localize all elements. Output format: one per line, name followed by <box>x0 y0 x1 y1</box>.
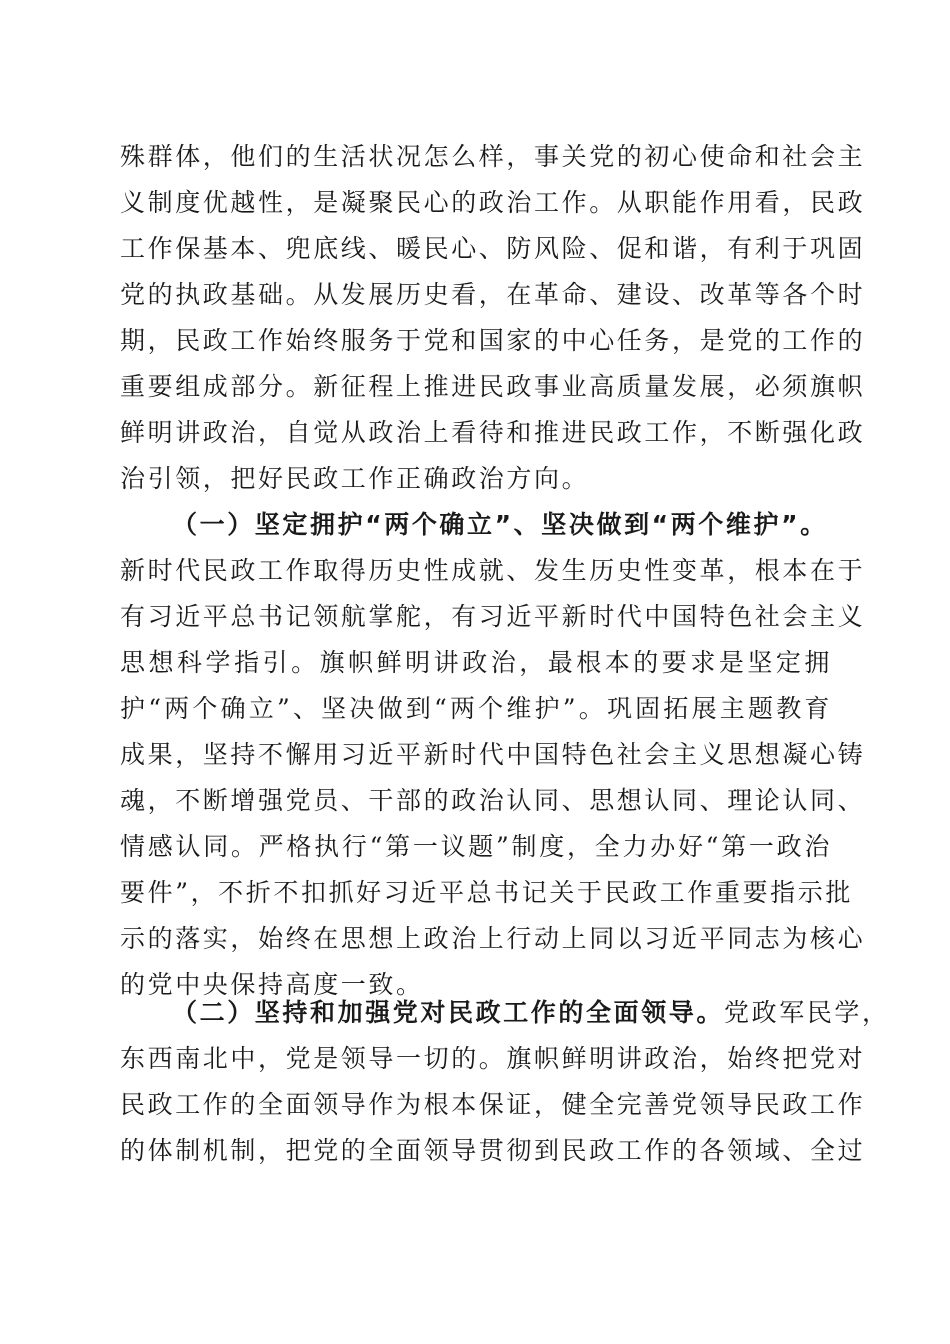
section-1-heading: （一）坚定拥护“两个确立”、坚决做到“两个维护”。 <box>172 510 828 539</box>
section-2-heading-tail: 党政军民学， <box>724 998 890 1027</box>
paragraph-line: 魂，不断增强党员、干部的政治认同、思想认同、理论认同、 <box>120 786 866 815</box>
paragraph-line: 有习近平总书记领航掌舵，有习近平新时代中国特色社会主义 <box>120 602 866 631</box>
paragraph-line: 鲜明讲政治，自觉从政治上看待和推进民政工作，不断强化政 <box>120 418 866 447</box>
paragraph-line: 示的落实，始终在思想上政治上行动上同以习近平同志为核心 <box>120 924 866 953</box>
paragraph-line: 护“两个确立”、坚决做到“两个维护”。巩固拓展主题教育 <box>120 694 832 723</box>
section-2-heading: （二）坚持和加强党对民政工作的全面领导。 <box>172 998 725 1027</box>
paragraph-line: 情感认同。严格执行“第一议题”制度，全力办好“第一政治 <box>120 832 832 861</box>
paragraph-line: 工作保基本、兜底线、暖民心、防风险、促和谐，有利于巩固 <box>120 234 866 263</box>
paragraph-line: 东西南北中，党是领导一切的。旗帜鲜明讲政治，始终把党对 <box>120 1044 866 1073</box>
paragraph-line: 民政工作的全面领导作为根本保证，健全完善党领导民政工作 <box>120 1090 866 1119</box>
section-1 <box>120 502 866 1008</box>
paragraph-line: 的党中央保持高度一致。 <box>120 970 424 999</box>
paragraph-line: 要件”，不折不扣抓好习近平总书记关于民政工作重要指示批 <box>120 878 853 907</box>
paragraph-line: 的体制机制，把党的全面领导贯彻到民政工作的各领域、全过 <box>120 1136 866 1165</box>
paragraph-line: 新时代民政工作取得历史性成就、发生历史性变革，根本在于 <box>120 556 866 585</box>
paragraph-line: 义制度优越性，是凝聚民心的政治工作。从职能作用看，民政 <box>120 188 866 217</box>
paragraph-line: 思想科学指引。旗帜鲜明讲政治，最根本的要求是坚定拥 <box>120 648 832 677</box>
section-2 <box>120 990 890 1174</box>
paragraph-line: 殊群体，他们的生活状况怎么样，事关党的初心使命和社会主 <box>120 142 866 171</box>
paragraph-line: 治引领，把好民政工作正确政治方向。 <box>120 464 590 493</box>
section-2-heading-line <box>120 990 890 1036</box>
paragraph-line: 重要组成部分。新征程上推进民政事业高质量发展，必须旗帜 <box>120 372 866 401</box>
paragraph-line: 成果，坚持不懈用习近平新时代中国特色社会主义思想凝心铸 <box>120 740 866 769</box>
paragraph-line: 党的执政基础。从发展历史看，在革命、建设、改革等各个时 <box>120 280 866 309</box>
paragraph-1 <box>120 134 866 502</box>
paragraph-line: 期，民政工作始终服务于党和国家的中心任务，是党的工作的 <box>120 326 866 355</box>
